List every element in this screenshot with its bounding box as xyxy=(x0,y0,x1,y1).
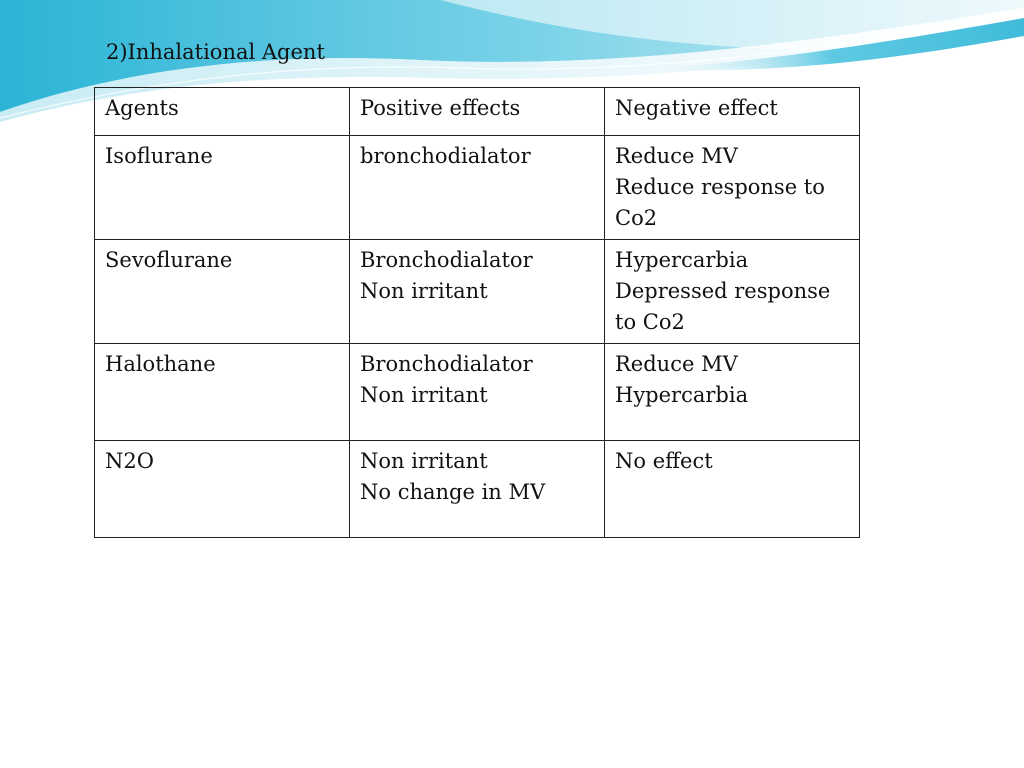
positive-effect-text: Non irritant xyxy=(360,383,488,407)
negative-effect-text: Depressed response xyxy=(615,279,831,303)
negative-effect-text: Reduce response to xyxy=(615,175,825,199)
table-row-sevoflurane xyxy=(95,240,860,344)
table-row-halothane xyxy=(95,344,860,441)
agent-cell xyxy=(95,136,350,240)
positive-effect-text: Non irritant xyxy=(360,279,488,303)
negative-effect-cell xyxy=(605,441,860,538)
header-positive-effects: Positive effects xyxy=(350,88,605,136)
positive-effects-cell xyxy=(350,136,605,240)
slide-title: 2)Inhalational Agent xyxy=(106,40,325,64)
agent-cell xyxy=(95,240,350,344)
positive-effect-text: Non irritant xyxy=(360,449,488,473)
negative-effect-text: No effect xyxy=(615,449,713,473)
agent-cell xyxy=(95,344,350,441)
negative-effect-text: Reduce MV xyxy=(615,352,738,376)
negative-effect-text: Reduce MV xyxy=(615,144,738,168)
negative-effect-cell xyxy=(605,240,860,344)
agent-name: Sevoflurane xyxy=(105,248,233,272)
positive-effects-cell xyxy=(350,344,605,441)
negative-effect-cell xyxy=(605,136,860,240)
negative-effect-cell xyxy=(605,344,860,441)
negative-effect-text: to Co2 xyxy=(615,310,685,334)
positive-effect-text: Bronchodialator xyxy=(360,248,533,272)
positive-effect-text: No change in MV xyxy=(360,480,546,504)
table-row-isoflurane xyxy=(95,136,860,240)
agent-name: Halothane xyxy=(105,352,216,376)
positive-effect-text: Bronchodialator xyxy=(360,352,533,376)
header-negative-effect: Negative effect xyxy=(605,88,860,136)
agent-name: Isoflurane xyxy=(105,144,213,168)
agent-cell xyxy=(95,441,350,538)
negative-effect-text: Hypercarbia xyxy=(615,248,749,272)
negative-effect-text: Hypercarbia xyxy=(615,383,749,407)
table-row-n2o xyxy=(95,441,860,538)
positive-effects-cell xyxy=(350,240,605,344)
agents-table xyxy=(94,87,860,538)
positive-effects-cell xyxy=(350,441,605,538)
header-agents: Agents xyxy=(95,88,350,136)
positive-effect-text: bronchodialator xyxy=(360,144,531,168)
negative-effect-text: Co2 xyxy=(615,206,658,230)
agent-name: N2O xyxy=(105,449,154,473)
table-header-row xyxy=(95,88,860,136)
